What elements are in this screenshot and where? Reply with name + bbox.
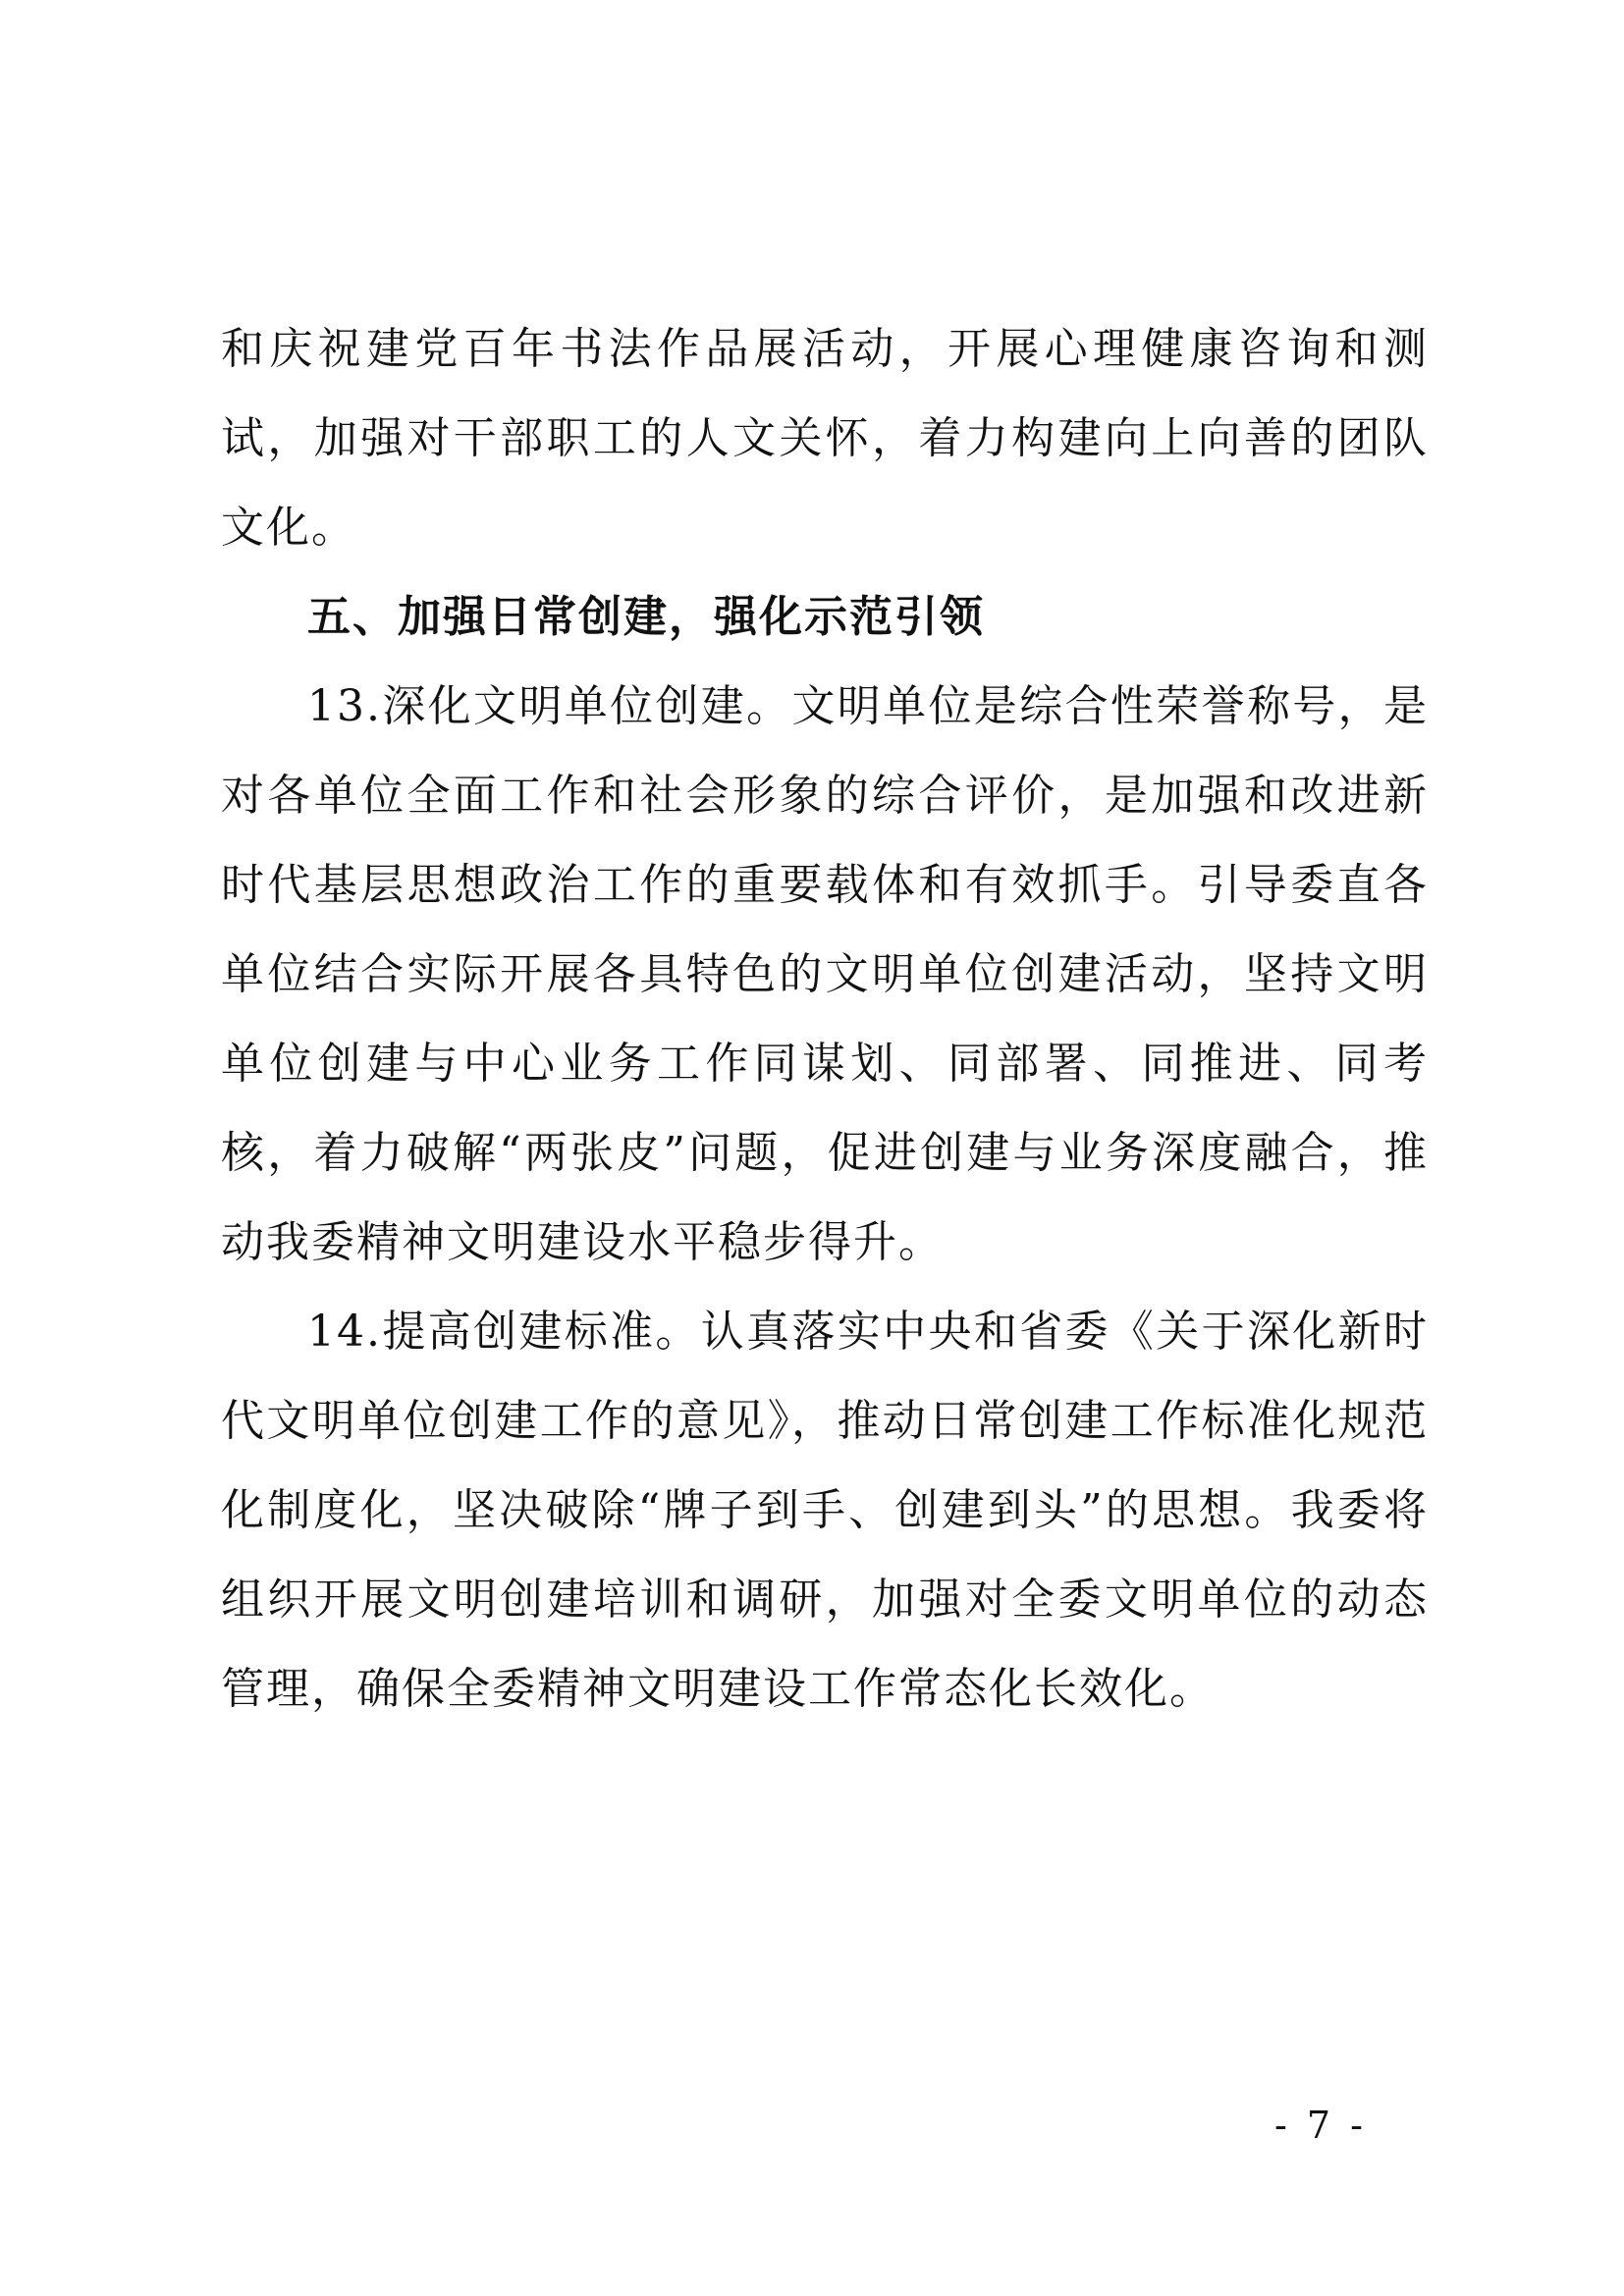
paragraph-continuation: 和庆祝建党百年书法作品展活动，开展心理健康咨询和测试，加强对干部职工的人文关怀，着力构建向上向善的团队文化。 — [221, 324, 1429, 553]
section-heading: 五、加强日常创建，强化示范引领 — [307, 592, 985, 642]
page-number: - 7 - — [1273, 2104, 1367, 2147]
paragraph-item-14: 14.提高创建标准。认真落实中央和省委《关于深化新时代文明单位创建工作的意见》，推动日常创建工作标准化规范化制度化，坚决破除“牌子到手、创建到头”的思想。我委将组织开展文明创建培训和调研，加强对全委文明单位的动态管理，确保全委精神文明建设工作常态化长效化。 — [221, 1307, 1429, 1714]
paragraph-item-13: 13.深化文明单位创建。文明单位是综合性荣誉称号，是对各单位全面工作和社会形象的综合评价，是加强和改进新时代基层思想政治工作的重要载体和有效抓手。引导委直各单位结合实际开展各具特色的文明单位创建活动，坚持文明单位创建与中心业务工作同谋划、同部署、同推进、同考核，着力破解“两张皮”问题，促进创建与业务深度融合，推动我委精神文明建设水平稳步得升。 — [221, 681, 1429, 1267]
document-body — [221, 304, 1429, 1734]
